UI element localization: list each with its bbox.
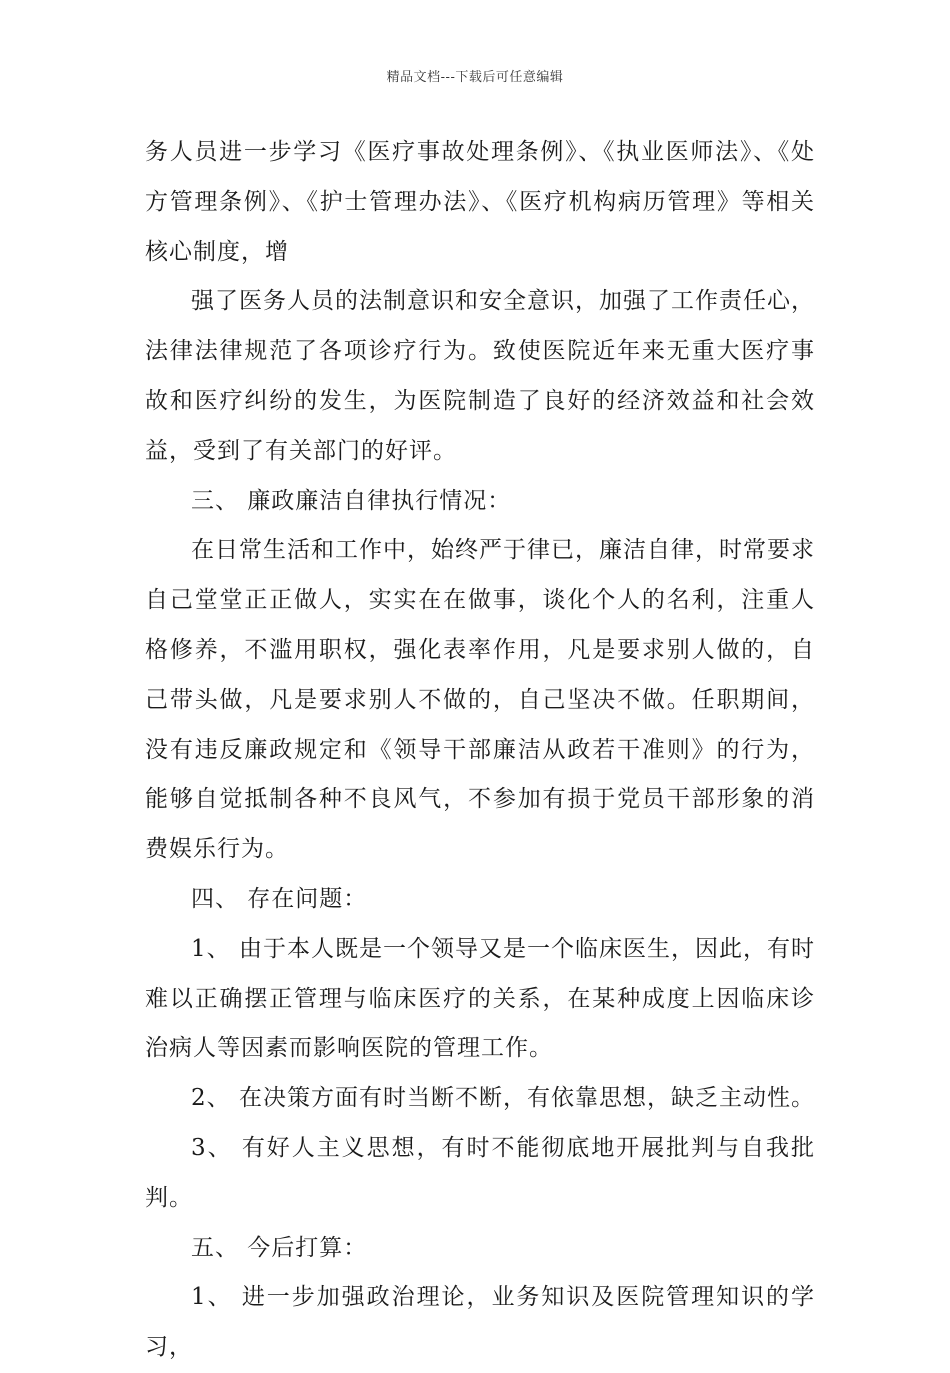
page-header: 精品文档---下载后可任意编辑 [386,70,564,85]
list-item: 1、 进一步加强政治理论，业务知识及医院管理知识的学习， [145,1284,815,1361]
paragraph: 强了医务人员的法制意识和安全意识，加强了工作责任心，法律法律规范了各项诊疗行为。致使医院近年来无重大医疗事故和医疗纠纷的发生，为医院制造了良好的经济效益和社会效益，受到了有关部门的好评。 [145,288,815,464]
section-heading: 五、 今后打算： [191,1234,368,1261]
document-body [145,128,815,1373]
paragraph: 在日常生活和工作中，始终严于律已，廉洁自律，时常要求自己堂堂正正做人，实实在在做事，谈化个人的名利，注重人格修养，不滥用职权，强化表率作用，凡是要求别人做的，自己带头做，凡是要求别人不做的，自己坚决不做。任职期间，没有违反廉政规定和《领导干部廉洁从政若干准则》的行为，能够自觉抵制各种不良风气，不参加有损于党员干部形象的消费娱乐行为。 [145,537,815,863]
list-item: 1、 由于本人既是一个领导又是一个临床医生，因此，有时难以正确摆正管理与临床医疗的关系，在某种成度上因临床诊治病人等因素而影响医院的管理工作。 [145,935,815,1062]
section-heading: 三、 廉政廉洁自律执行情况： [191,487,512,514]
list-item: 2、 在决策方面有时当断不断，有依靠思想，缺乏主动性。 [191,1085,815,1112]
section-heading: 四、 存在问题： [191,885,368,912]
paragraph: 务人员进一步学习《医疗事故处理条例》、《执业医师法》、《处方管理条例》、《护士管理办法》、《医疗机构病历管理》等相关核心制度，增 [145,139,815,265]
list-item: 3、 有好人主义思想，有时不能彻底地开展批判与自我批判。 [145,1134,815,1211]
